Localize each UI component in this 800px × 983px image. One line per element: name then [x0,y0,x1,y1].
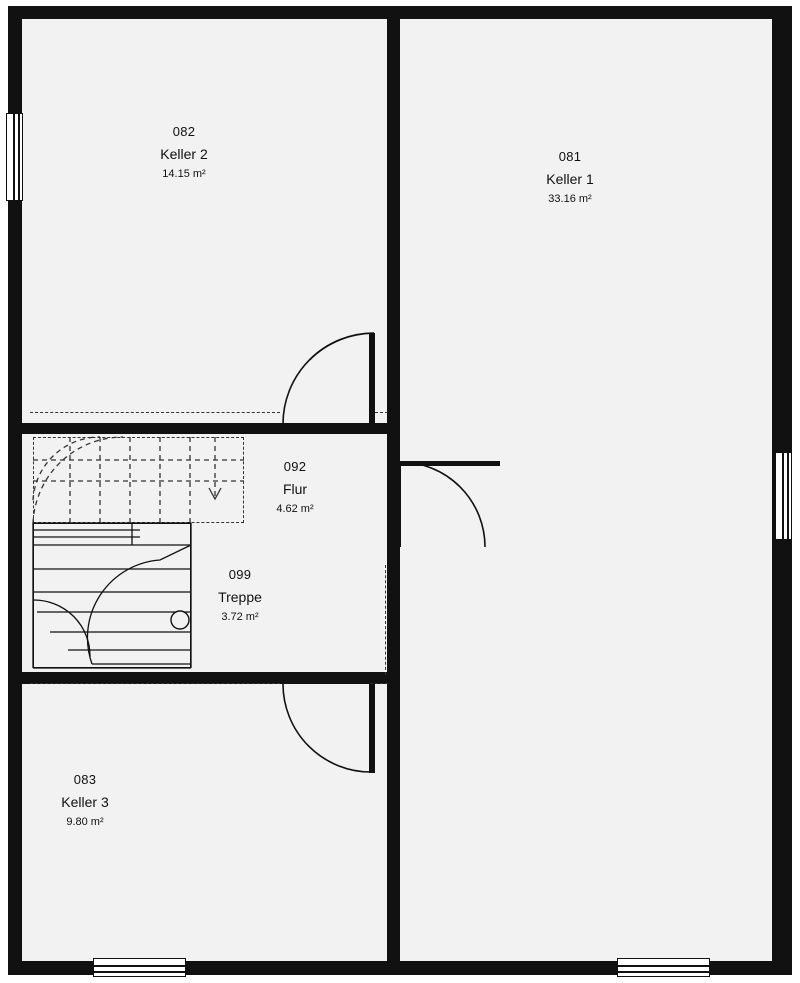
dashed-line-lower-left [30,683,280,684]
interior-wall-horizontal-upper [22,423,387,434]
room-number-083: 083 [73,772,97,787]
room-area-092: 4.62 m² [276,503,314,516]
room-number-099: 099 [228,567,252,582]
room-area-083: 9.80 m² [66,816,104,829]
room-area-081: 33.16 m² [548,193,592,206]
room-number-082: 082 [172,124,196,139]
room-number-092: 092 [283,459,307,474]
floor-fill-keller1 [400,18,772,962]
room-name-083: Keller 3 [61,793,109,810]
stair-lower-solid-outline [33,523,191,668]
dashed-line-flur-right [385,565,386,675]
room-name-082: Keller 2 [160,145,208,162]
door-leaf-keller3 [369,684,375,773]
room-name-099: Treppe [218,588,262,605]
door-leaf-flur [400,461,500,466]
room-area-099: 3.72 m² [221,611,259,624]
window-bottom-right [617,958,710,977]
window-left-upper [6,113,23,201]
window-bottom-left [93,958,186,977]
room-area-082: 14.15 m² [162,168,206,181]
door-leaf-flur-jamb [396,461,401,547]
floor-fill-keller3 [22,684,387,962]
dashed-line-upper-left [30,412,280,413]
wall-stub-flur-lower [387,545,400,575]
wall-stub-flur-upper [387,423,400,465]
stair-upper-dashed-outline [33,437,244,523]
room-name-092: Flur [282,480,308,497]
window-right [775,452,792,540]
room-name-081: Keller 1 [546,170,594,187]
room-number-081: 081 [558,149,582,164]
outer-wall-top [8,6,792,19]
